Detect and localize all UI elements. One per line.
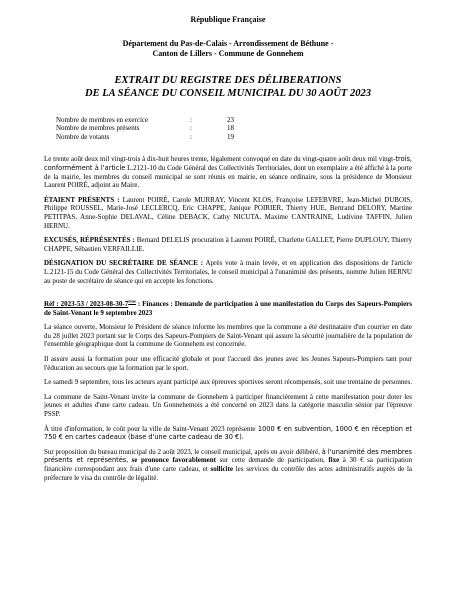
members-row (56, 116, 412, 125)
decision-emphasis: fixe (328, 456, 340, 465)
reference-label: Réf : 2023-53 / 2023-08-30-7 (44, 300, 129, 309)
reference-superscript: ème (128, 298, 136, 304)
members-value: 19 (227, 132, 234, 141)
members-colon: : (190, 124, 192, 133)
excuses-paragraph (44, 236, 412, 253)
members-row (56, 133, 412, 142)
members-row (56, 124, 412, 133)
body-paragraph: La commune de Saint-Venant invite la commune de Gonnehem à participer financièrement à cette manifestation pour doter les jeunes et adultes d'une carte cadeau. Un Gonnehemois a été concerné en 2023 dans la catégorie masculin sénior par l'épreuve PSSP. (44, 392, 412, 419)
presents-text: Laurent POIRÉ, Carole MURRAY, Vincent KLOS, Françoise LEFEBVRE, Jean-Michel DUBOIS, Philippe ROUSSEL, Marie-José LECLERCQ, Eric CHAPPE, Janique POIRIER, Thierry HUE, Bertrand DELORY, Martine PETITPAS, Anne-Sophie DELAVAL, Céline DEBACK, Cathy NICUTA, Maxime CANTRAINE, Ludivine TAFFIN, Julien HERNU. (44, 195, 413, 230)
department-line: Département du Pas-de-Calais - Arrondissement de Béthune - (122, 38, 334, 48)
cost-handwritten-text: 1000 € en subvention, 1000 € en réception et 750 € en cartes cadeaux (base d'une carte cadeau de 30 €). (44, 424, 412, 442)
cost-paragraph (44, 425, 412, 442)
secretaire-text: Après vote à main levée, et en application des dispositions de l'article L.2121-15 du Code Général des Collectivités Territoriales, le conseil municipal à l'unanimité des présents, nomme Julien HERNU au poste de secrétaire de séance qui en accepte les fonctions. (44, 259, 413, 285)
decision-emphasis: se prononce favorablement (131, 456, 216, 465)
decision-emphasis: sollicite (210, 465, 234, 473)
members-label: Nombre de votants (56, 132, 110, 141)
members-label: Nombre de membres en exercice (56, 115, 149, 124)
body-paragraph: Il assure aussi la formation pour une efficacité globale et pour l'accueil des jeunes avec les Jeunes Sapeurs-Pompiers tant pour l'éducation au secours que la formation par le sport. (44, 355, 412, 372)
members-value: 23 (227, 115, 234, 124)
decision-text: les services du contrôle des actes administratifs auprès de la préfecture le visa du contrôle de légalité. (44, 465, 413, 482)
members-value: 18 (227, 124, 234, 133)
decision-text: , (126, 456, 132, 465)
secretaire-paragraph (44, 259, 412, 285)
decision-text: sur cette demande de participation, (215, 456, 329, 465)
intro-handwritten-text: trois, conformément à l'article (44, 155, 412, 172)
members-colon: : (190, 132, 192, 141)
deliberation-reference (44, 300, 412, 317)
members-label: Nombre de membres présents (56, 124, 140, 133)
cost-text: À titre d'information, le coût pour la ville de Saint-Venant 2023 représente (44, 424, 256, 433)
title-line-2: DE LA SÉANCE DU CONSEIL MUNICIPAL DU 30 AOÛT 2023 (85, 87, 371, 99)
decision-handwritten-text: à l'unanimité des membres présents et représentés (44, 447, 412, 465)
excuses-label: EXCUSÉS, RÉPRÉSENTÉS : (44, 236, 135, 245)
decision-text: Sur proposition du bureau municipal du 2 août 2023, le conseil municipal, après en avoir délibéré, (44, 447, 322, 456)
body-paragraph: Le samedi 9 septembre, tous les acteurs ayant participé aux épreuves sportives seront récompensés, soit une trentaine de personnes. (44, 378, 412, 387)
republique-heading: République Française (190, 15, 266, 24)
members-colon: : (190, 115, 192, 124)
title-line-1: EXTRAIT DU REGISTRE DES DÉLIBERATIONS (114, 74, 342, 86)
intro-text: L.2121-10 du Code Général des Collectivités Territoriales, dont un exemplaire a été affiché à la porte de la mairie, les membres du conseil municipal se sont réunis en mairie, en séance ordinaire, sous la présidence de Monsieur Laurent POIRÉ, adjoint au Maire. (44, 163, 412, 190)
department-heading (44, 39, 412, 59)
canton-line: Canton de Lillers - Commune de Gonnehem (152, 48, 304, 58)
excuses-text: Bernard DELELIS procuration à Laurent POIRÉ, Charlette GALLET, Pierre DUPLOUY, Thierry CHAPPE, Sébastien VERFAILLIE. (44, 236, 412, 253)
presents-label: ÉTAIENT PRÉSENTS : (44, 195, 120, 204)
presents-paragraph (44, 196, 412, 230)
intro-paragraph (44, 155, 412, 189)
decision-paragraph (44, 448, 412, 482)
intro-text: Le trente août deux mil vingt-trois à dix-huit heures trente, légalement convoqué en date du vingt-quatre août deux mil vingt- (44, 155, 396, 164)
members-count-table (56, 116, 412, 142)
body-paragraph: La séance ouverte, Monsieur le Président de séance informe les membres que la commune a été destinataire d'un courrier en date du 28 juillet 2023 portant sur le Corps des Sapeurs-Pompiers de Saint-Venant qui assure la sécurité journalière de la population de l'ensemble géographique dont la commune de Gonnehem est concernée. (44, 323, 412, 349)
reference-subject: : Finances : Demande de participation à une manifestation du Corps des Sapeurs-Pompiers de Saint-Venant le 9 septembre 2023 (44, 300, 413, 317)
document-title (44, 74, 412, 100)
secretaire-label: DÉSIGNATION DU SECRÉTAIRE DE SÉANCE : (44, 259, 204, 268)
decision-text: à 30 € sa participation financière correspondant aux frais d'une carte cadeau, et (44, 456, 412, 473)
